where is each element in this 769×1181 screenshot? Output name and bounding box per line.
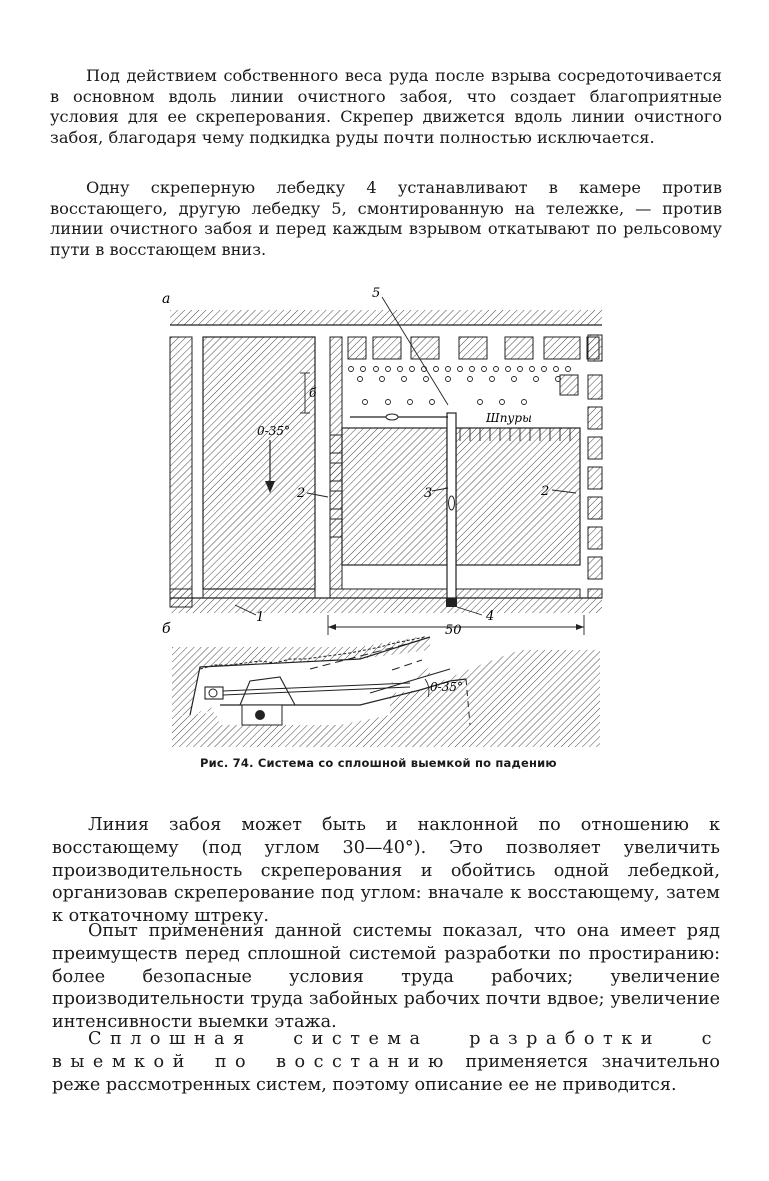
left-rib	[170, 337, 192, 607]
paragraph-2: Одну скреперную лебедку 4 устанавливают в камере против восстающего, другую лебедку 5, смонтированную на тележке, — против линии очистного забоя и перед каждым взрывом откатывают по рельсовому пути в восстающем вниз.	[50, 178, 722, 259]
label-4: 4	[486, 609, 495, 624]
top-pillar-row	[348, 337, 599, 359]
paragraph-1: Под действием собственного веса руда после взрыва сосредоточивается в основном вдоль линии очистного забоя, что создает благоприятные условия для ее скреперования. Скрепер движется вдоль линии очистного забоя, благодаря чему подкидка руды почти полностью исключается.	[50, 66, 722, 147]
drill-holes-top	[349, 367, 571, 405]
label-2-left: 2	[297, 486, 306, 501]
label-view-b: б	[162, 621, 171, 637]
label-1: 1	[256, 610, 265, 625]
section-b	[172, 635, 600, 747]
paragraph-3: Линия забоя может быть и наклонной по отношению к восстающему (под углом 30—40°). Это позволяет увеличить производительность скреперования и обойтись одной лебедкой, организовав скреперование под углом: вначале к восстающему, затем к откаточному штреку.	[52, 815, 720, 927]
label-2-right: 2	[541, 484, 550, 499]
label-view-a: а	[162, 291, 171, 307]
label-angle-top: 0-35°	[257, 424, 290, 438]
figure-74-mining-system-diagram	[160, 285, 620, 747]
label-5: 5	[372, 286, 381, 301]
label-dimension-50: 50	[445, 623, 462, 638]
label-b-mark: б	[309, 386, 317, 400]
bottom-drift-pillars	[170, 589, 602, 598]
label-shpury: Шпуры	[486, 411, 532, 425]
spaced-emphasis: Сплошная система разработки с выемкой по восстанию	[52, 1029, 720, 1072]
top-drift-rock	[170, 310, 602, 325]
figure-caption: Рис. 74. Система со сплошной выемкой по падению	[200, 756, 557, 770]
paragraph-5	[52, 1028, 720, 1096]
left-pillar	[203, 337, 315, 589]
bottom-drift-rock	[170, 598, 602, 613]
paragraph-4: Опыт применения данной системы показал, что она имеет ряд преимуществ перед сплошной системой разработки по простиранию: более безопасные условия труда рабочих; увеличение производительности труда забойных рабочих почти вдвое; увеличение интенсивности выемки этажа.	[52, 921, 720, 1033]
label-3: 3	[424, 486, 433, 501]
stope-ore-right	[456, 428, 580, 565]
label-angle-bottom: 0-35°	[430, 680, 463, 694]
winch-4	[446, 598, 457, 607]
paragraph-5-rest: применяется значительно реже рассмотренных систем, поэтому описание ее не приводится.	[52, 1051, 720, 1095]
